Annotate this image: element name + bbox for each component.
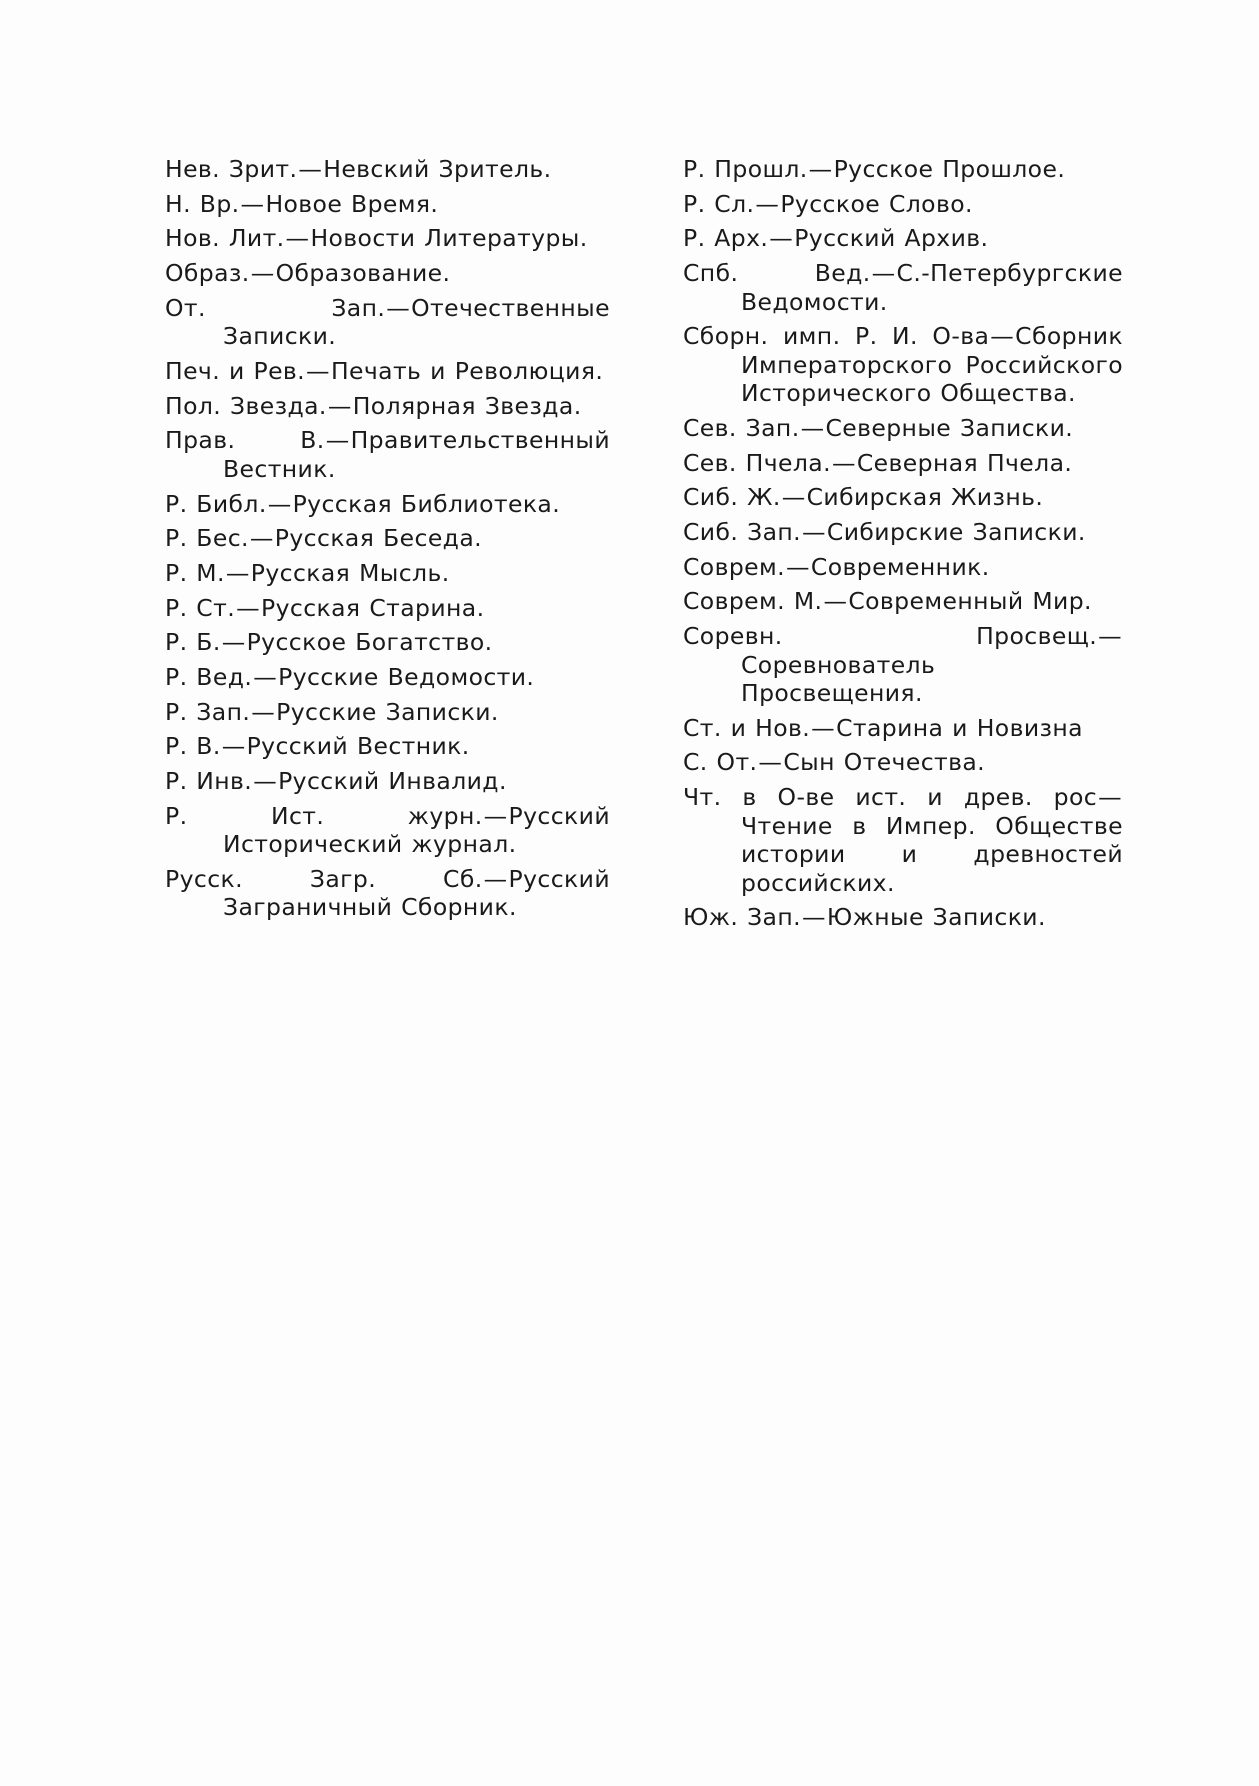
abbreviation: Юж. Зап. [683,903,801,932]
abbreviation-entry [683,587,1123,616]
separator-dash: — [831,448,856,477]
expansion: Северные Записки. [825,413,1074,442]
expansion: Южные Записки. [826,903,1046,932]
abbreviation-entry [165,594,610,623]
abbreviation-entry [165,524,610,553]
separator-dash: — [327,391,352,420]
abbreviation-entry [683,449,1123,478]
expansion: Печать и Революция. [330,356,604,385]
abbreviation-entry [683,518,1123,547]
separator-dash: — [801,903,826,932]
separator-dash: — [808,155,833,183]
abbreviation-entry [683,190,1123,219]
separator-dash: — [1098,622,1122,651]
abbreviation-entry [683,748,1123,777]
expansion: Русское Слово. [780,189,973,218]
separator-dash: — [755,189,780,218]
abbreviation: Прав. В. [165,426,325,455]
abbreviation: Печ. и Рев. [165,356,306,385]
expansion: Новости Литературы. [310,224,588,253]
abbreviation: Нов. Лит. [165,224,285,253]
abbreviation-entry [683,414,1123,443]
abbreviation: Р. Бес. [165,524,249,553]
separator-dash: — [249,524,274,553]
abbreviation-entry [165,357,610,386]
separator-dash: — [250,259,275,288]
separator-dash: — [800,413,825,442]
expansion: Русский Заграничный Сборник. [223,864,610,922]
abbreviation-entry [165,392,610,421]
abbreviation: Р. Ст. [165,593,236,622]
separator-dash: — [285,224,310,253]
expansion: Русские Ведомости. [278,662,535,691]
abbreviation: От. Зап. [165,293,386,322]
expansion: Русская Беседа. [274,524,482,553]
expansion: Русская Библиотека. [292,489,561,518]
abbreviation-entry [683,483,1123,512]
separator-dash: — [253,662,278,691]
abbreviation: Сиб. Ж. [683,483,781,512]
abbreviation: Сборн. имп. Р. И. О-ва [683,322,990,351]
separator-dash: — [298,155,323,183]
abbreviation: Соревн. Просвещ. [683,622,1098,651]
separator-dash: — [253,767,278,795]
expansion: Русское Прошлое. [833,155,1066,183]
expansion: Сын Отечества. [783,748,986,777]
separator-dash: — [225,558,250,587]
abbreviation: Р. Библ. [165,489,267,518]
abbreviation: Р. Зап. [165,697,251,726]
separator-dash: — [251,697,276,726]
separator-dash: — [267,489,292,518]
abbreviation: Сиб. Зап. [683,518,802,546]
abbreviation-entry [165,767,610,796]
abbreviation: Образ. [165,259,250,288]
separator-dash: — [483,864,508,893]
abbreviation: Р. Прошл. [683,155,808,183]
abbreviation: Р. Ист. журн. [165,801,483,830]
abbreviation-entry [683,903,1123,932]
abbreviation: Р. М. [165,558,225,587]
abbreviation-entry [165,190,610,219]
abbreviation-entry [165,294,610,351]
abbreviation-entry [165,490,610,519]
expansion: Северная Пчела. [856,448,1073,477]
expansion: Сибирская Жизнь. [806,483,1044,512]
separator-dash: — [811,713,836,742]
abbreviation: Ст. и Нов. [683,713,811,742]
abbreviation: Р. Вед. [165,662,253,691]
expansion: Соревнователь Просвещения. [741,650,936,708]
separator-dash: — [781,483,806,512]
abbreviation-entry [165,663,610,692]
abbreviation-entry [165,426,610,483]
abbreviation: Сев. Зап. [683,413,800,442]
separator-dash: — [221,732,246,761]
expansion: Русский Инвалид. [278,767,507,795]
abbreviation-entry [683,553,1123,582]
separator-dash: — [786,552,810,581]
separator-dash: — [325,426,350,455]
expansion: Русская Старина. [261,593,485,622]
abbreviation-entry [165,259,610,288]
expansion: Русский Архив. [794,224,989,253]
expansion: Чтение в Импер. Обществе истории и древностей российских. [741,811,1123,897]
abbreviation: Чт. в О-ве ист. и древ. рос [683,783,1098,812]
expansion: Современник. [810,552,990,581]
expansion: Невский Зритель. [323,155,552,183]
abbreviation: Р. Б. [165,628,221,657]
abbreviation-entry [683,259,1123,316]
separator-dash: — [386,293,411,322]
expansion: Образование. [275,259,451,288]
expansion: Современный Мир. [848,587,1092,616]
expansion: Русское Богатство. [246,628,493,657]
expansion: Полярная Звезда. [352,391,582,420]
expansion: С.-Петербургские Ведомости. [741,259,1123,316]
separator-dash: — [1098,783,1122,812]
abbreviation: Нев. Зрит. [165,155,298,183]
expansion: Сибирские Записки. [826,518,1086,546]
abbreviation: Р. Арх. [683,224,769,253]
abbreviation: Пол. Звезда. [165,391,327,420]
separator-dash: — [306,356,330,385]
expansion: Сборник Императорского Российского Исторического Общества. [741,322,1123,408]
abbreviation-entry [165,802,610,859]
expansion: Русские Записки. [276,697,499,726]
expansion: Старина и Новизна [836,713,1083,742]
abbreviation: Р. В. [165,732,221,761]
abbreviation: Р. Сл. [683,189,755,218]
separator-dash: — [871,259,896,288]
separator-dash: — [483,801,508,830]
abbreviation: Н. Вр. [165,189,240,218]
abbreviation: Русск. Загр. Сб. [165,864,483,893]
abbreviation-entry [683,322,1123,408]
abbreviation-entry [165,559,610,588]
abbreviation: Соврем. [683,552,786,581]
abbreviation-entry [165,698,610,727]
abbreviation: Сев. Пчела. [683,448,831,477]
abbreviation-entry [165,224,610,253]
separator-dash: — [221,628,246,657]
expansion: Правительственный Вестник. [223,426,610,483]
separator-dash: — [758,748,783,777]
expansion: Русский Исторический журнал. [223,801,610,859]
separator-dash: — [240,189,265,218]
separator-dash: — [990,322,1015,351]
abbreviations-left-column [165,155,610,928]
abbreviation-entry [683,224,1123,253]
abbreviation-entry [165,732,610,761]
abbreviations-right-column [683,155,1123,938]
abbreviation-entry [165,155,610,184]
abbreviation: Соврем. М. [683,587,823,616]
abbreviation: Спб. Вед. [683,259,871,288]
abbreviation: Р. Инв. [165,767,253,795]
expansion: Русская Мысль. [250,558,450,587]
separator-dash: — [236,593,260,622]
separator-dash: — [769,224,794,253]
separator-dash: — [823,587,848,616]
abbreviation-entry [683,622,1123,708]
expansion: Отечественные Записки. [223,293,610,351]
abbreviation: С. От. [683,748,758,777]
expansion: Новое Время. [265,189,439,218]
abbreviation-entry [683,714,1123,743]
separator-dash: — [802,518,826,546]
abbreviation-entry [683,783,1123,897]
abbreviation-entry [165,628,610,657]
expansion: Русский Вестник. [246,732,470,761]
abbreviation-entry [165,865,610,922]
abbreviation-entry [683,155,1123,184]
